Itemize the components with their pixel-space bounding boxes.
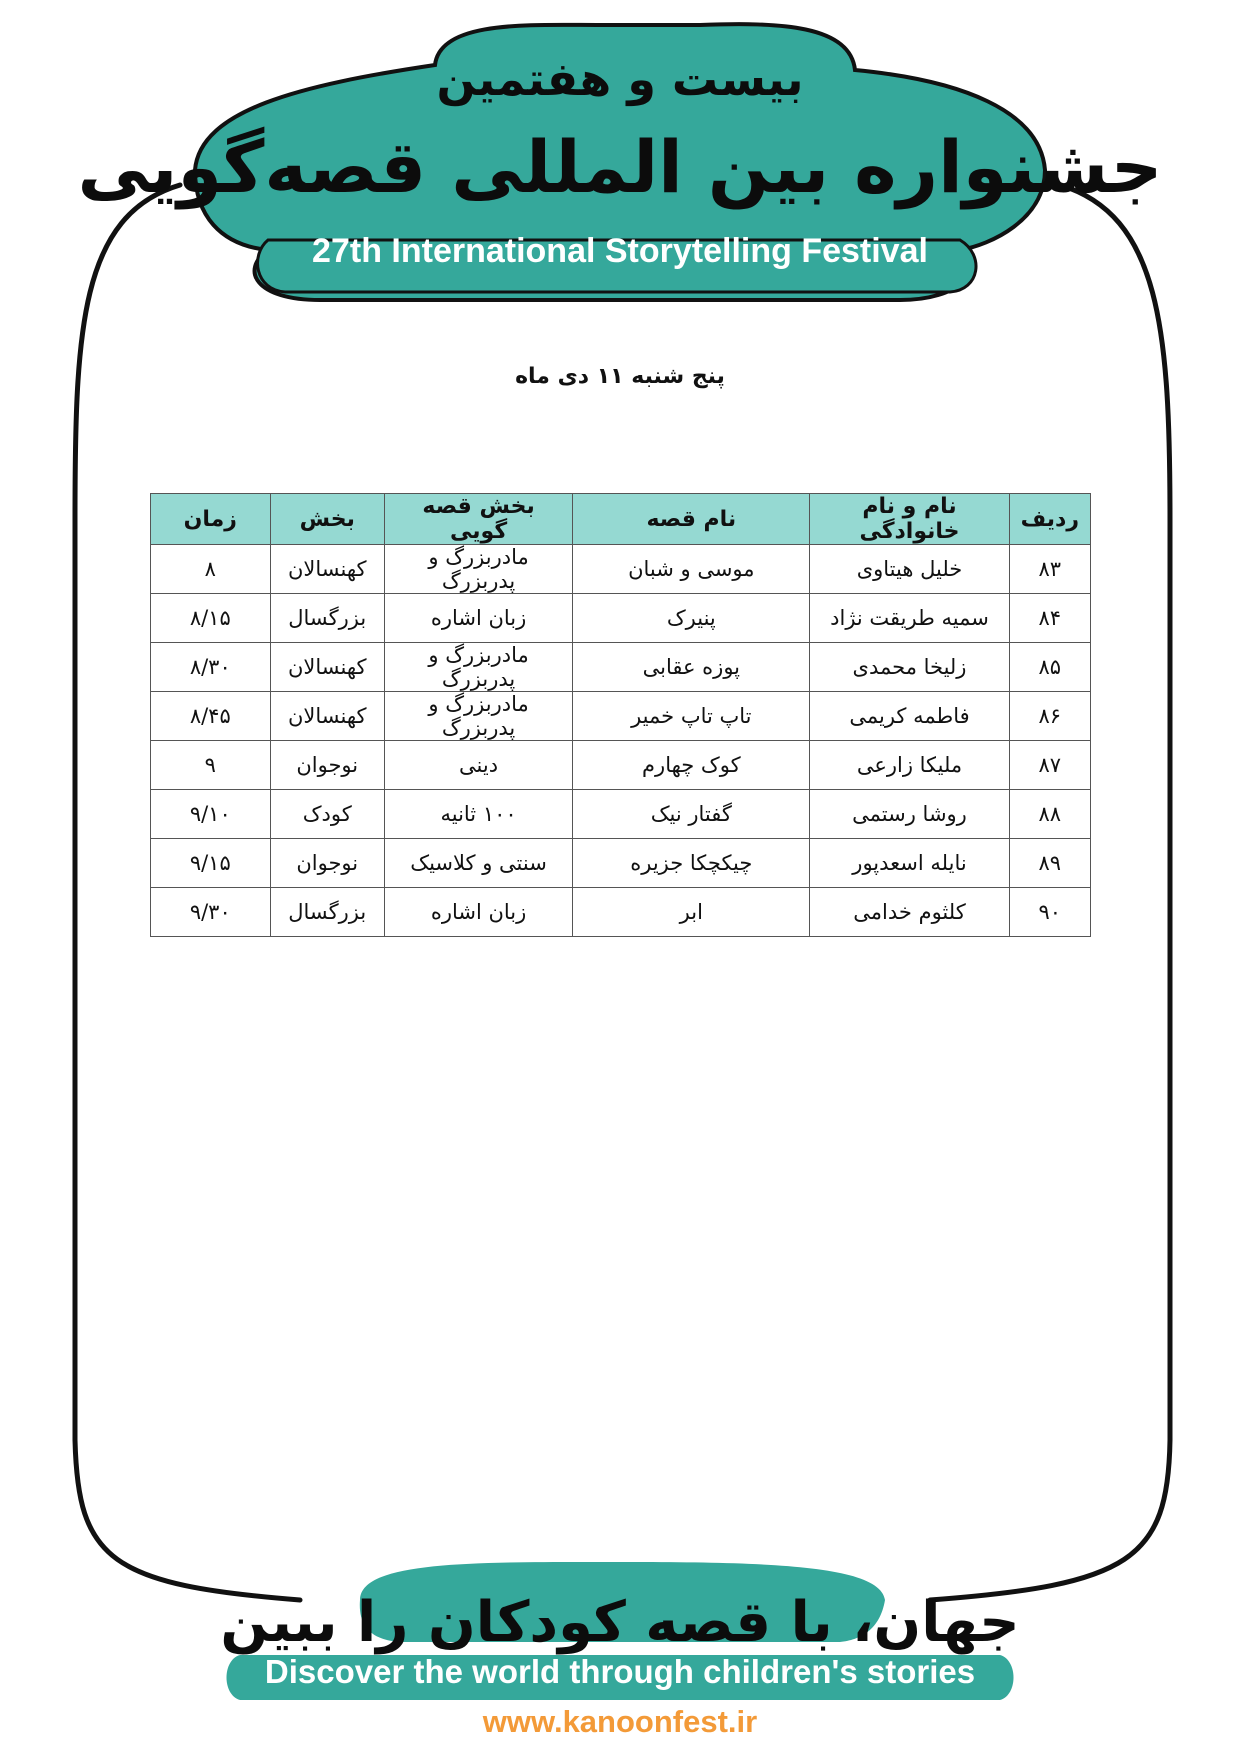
cell-group: کهنسالان xyxy=(270,643,384,692)
cell-story: گفتار نیک xyxy=(573,790,810,839)
cell-name: زلیخا محمدی xyxy=(810,643,1009,692)
header-name: نام و نام خانوادگی xyxy=(810,494,1009,545)
schedule-table xyxy=(150,493,1091,937)
cell-name: سمیه طریقت نژاد xyxy=(810,594,1009,643)
cell-time: ۸/۳۰ xyxy=(151,643,271,692)
header-rank: ردیف xyxy=(1009,494,1090,545)
footer-slogan-english: Discover the world through children's stories xyxy=(264,1653,976,1690)
cell-rank: ۹۰ xyxy=(1009,888,1090,937)
footer-slogan-persian: جهان، با قصه کودکان را ببین xyxy=(220,1590,1020,1655)
cell-time: ۸ xyxy=(151,545,271,594)
cell-time: ۹/۱۰ xyxy=(151,790,271,839)
table-header-row xyxy=(151,494,1091,545)
header-storytelling-section: بخش قصه گویی xyxy=(384,494,572,545)
cell-name: نایله اسعدپور xyxy=(810,839,1009,888)
cell-story: کوک چهارم xyxy=(573,741,810,790)
cell-rank: ۸۶ xyxy=(1009,692,1090,741)
table-row xyxy=(151,594,1091,643)
header-story: نام قصه xyxy=(573,494,810,545)
table-row xyxy=(151,741,1091,790)
cell-name: کلثوم خدامی xyxy=(810,888,1009,937)
cell-story: چیکچکا جزیره xyxy=(573,839,810,888)
cell-section: ۱۰۰ ثانیه xyxy=(384,790,572,839)
table-row xyxy=(151,839,1091,888)
cell-section: دینی xyxy=(384,741,572,790)
header-group: بخش xyxy=(270,494,384,545)
cell-story: تاپ تاپ خمیر xyxy=(573,692,810,741)
cell-time: ۹/۱۵ xyxy=(151,839,271,888)
cell-story: موسی و شبان xyxy=(573,545,810,594)
schedule-date: پنج شنبه ۱۱ دی ماه xyxy=(515,364,725,389)
festival-title-persian: جشنواره بین المللی قصه‌گویی xyxy=(77,125,1163,209)
cell-rank: ۸۵ xyxy=(1009,643,1090,692)
table-row xyxy=(151,790,1091,839)
cell-rank: ۸۷ xyxy=(1009,741,1090,790)
cell-time: ۹ xyxy=(151,741,271,790)
cell-section: زبان اشاره xyxy=(384,594,572,643)
cell-group: کودک xyxy=(270,790,384,839)
cell-section: مادربزرگ و پدربزرگ xyxy=(384,545,572,594)
cell-rank: ۸۸ xyxy=(1009,790,1090,839)
cell-name: ملیکا زارعی xyxy=(810,741,1009,790)
cell-time: ۸/۱۵ xyxy=(151,594,271,643)
festival-title-english: 27th International Storytelling Festival xyxy=(312,232,928,270)
website-link[interactable]: www.kanoonfest.ir xyxy=(482,1704,758,1739)
cell-rank: ۸۹ xyxy=(1009,839,1090,888)
cell-rank: ۸۴ xyxy=(1009,594,1090,643)
cell-section: مادربزرگ و پدربزرگ xyxy=(384,692,572,741)
header-time: زمان xyxy=(151,494,271,545)
cell-story: ابر xyxy=(573,888,810,937)
cell-rank: ۸۳ xyxy=(1009,545,1090,594)
cell-time: ۹/۳۰ xyxy=(151,888,271,937)
cell-section: سنتی و کلاسیک xyxy=(384,839,572,888)
cell-group: کهنسالان xyxy=(270,692,384,741)
cell-group: نوجوان xyxy=(270,741,384,790)
cell-time: ۸/۴۵ xyxy=(151,692,271,741)
cell-name: فاطمه کریمی xyxy=(810,692,1009,741)
table-row xyxy=(151,888,1091,937)
cell-story: پنیرک xyxy=(573,594,810,643)
cell-section: مادربزرگ و پدربزرگ xyxy=(384,643,572,692)
cell-group: نوجوان xyxy=(270,839,384,888)
cell-group: بزرگسال xyxy=(270,594,384,643)
table-row xyxy=(151,692,1091,741)
table-row xyxy=(151,545,1091,594)
table-row xyxy=(151,643,1091,692)
festival-ordinal: بیست و هفتمین xyxy=(436,52,804,106)
cell-group: کهنسالان xyxy=(270,545,384,594)
cell-name: خلیل هیتاوی xyxy=(810,545,1009,594)
cell-section: زبان اشاره xyxy=(384,888,572,937)
cell-story: پوزه عقابی xyxy=(573,643,810,692)
cell-name: روشا رستمی xyxy=(810,790,1009,839)
cell-group: بزرگسال xyxy=(270,888,384,937)
